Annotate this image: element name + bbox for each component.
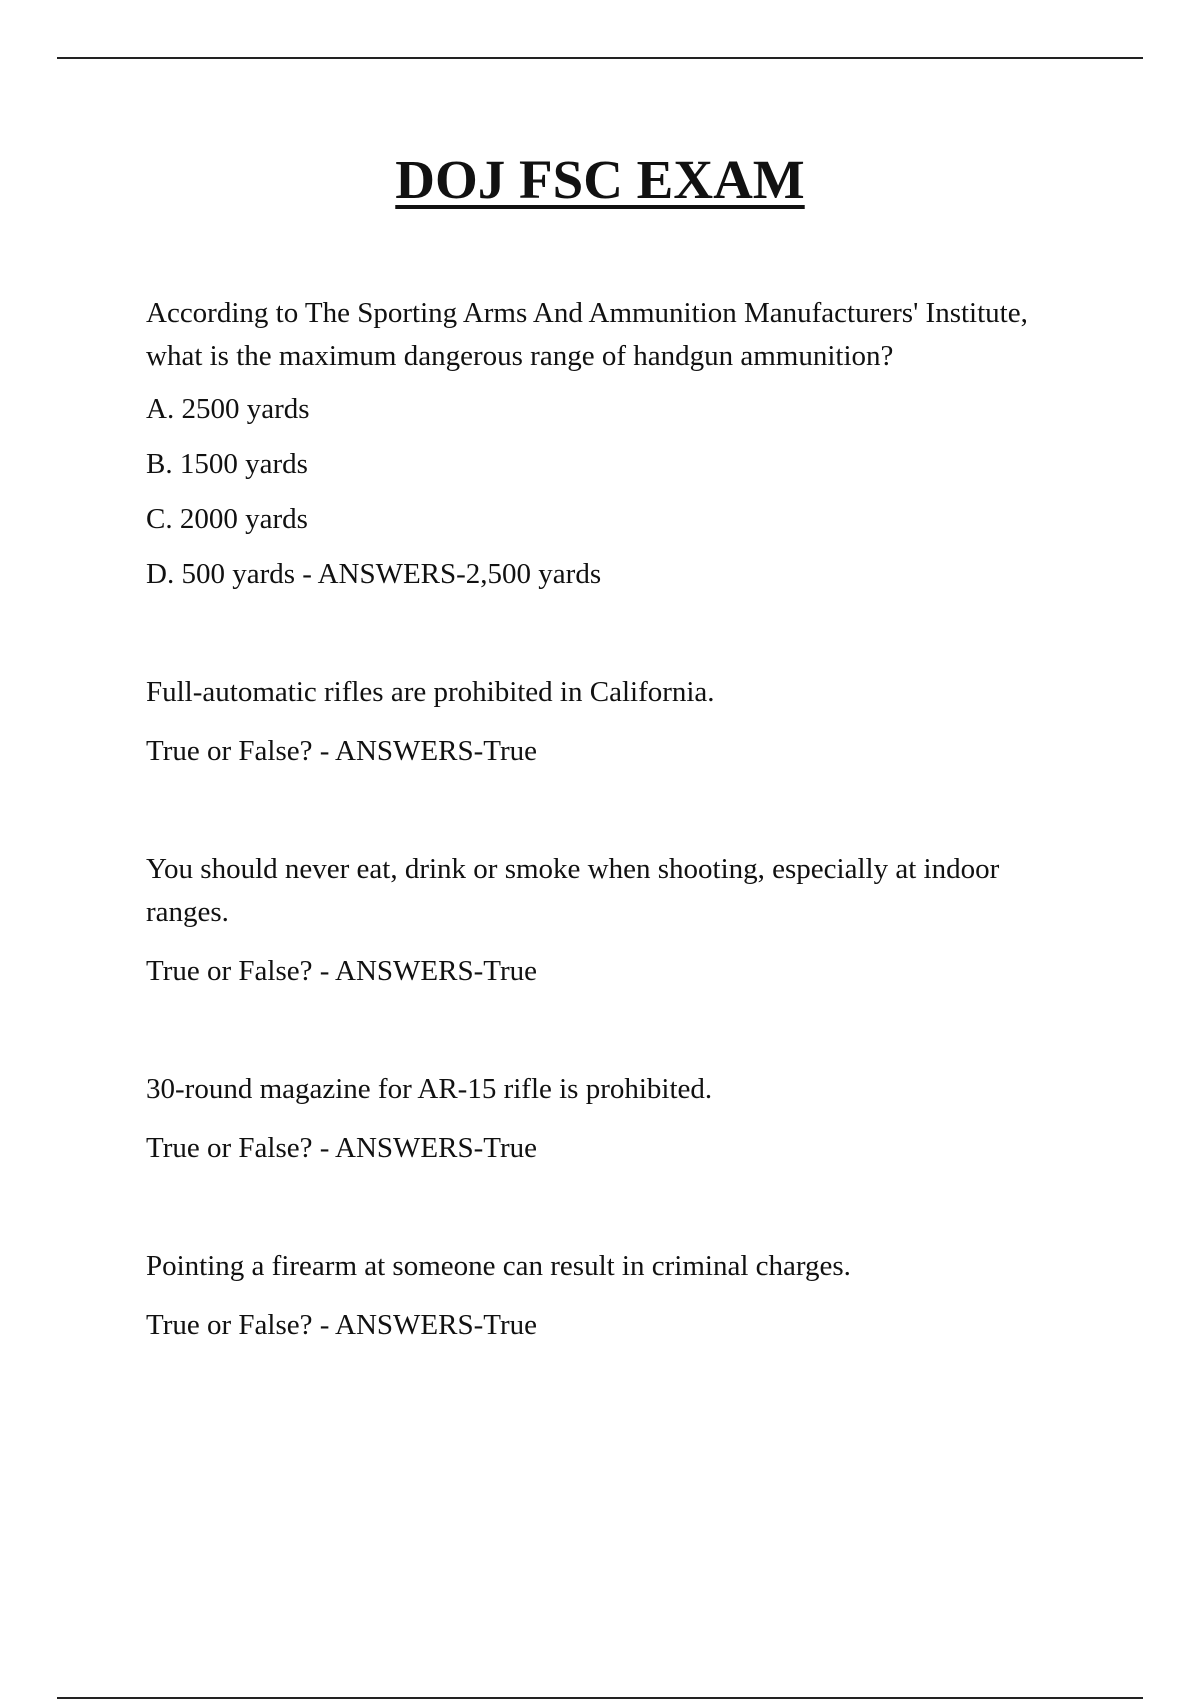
question-prompt: 30-round magazine for AR-15 rifle is prohibited. <box>146 1073 713 1105</box>
question-2 <box>146 671 1046 773</box>
question-answer: True or False? - ANSWERS-True <box>146 735 537 767</box>
question-4 <box>146 1068 1046 1170</box>
question-3 <box>146 848 1046 993</box>
question-5 <box>146 1245 1046 1347</box>
question-answer: True or False? - ANSWERS-True <box>146 1132 537 1164</box>
question-1 <box>146 292 1046 596</box>
answer-option-c: C. 2000 yards <box>146 503 308 535</box>
answer-option-a: A. 2500 yards <box>146 393 310 425</box>
document-title-text: DOJ FSC EXAM <box>395 149 805 210</box>
top-divider <box>57 57 1143 59</box>
bottom-divider <box>57 1697 1143 1699</box>
question-list <box>146 292 1046 1422</box>
question-prompt: You should never eat, drink or smoke when shooting, especially at indoor ranges. <box>146 853 1000 928</box>
document-title <box>0 148 1200 212</box>
question-prompt: Pointing a firearm at someone can result in criminal charges. <box>146 1250 851 1282</box>
question-answer: True or False? - ANSWERS-True <box>146 1309 537 1341</box>
question-prompt: According to The Sporting Arms And Ammunition Manufacturers' Institute, what is the maximum dangerous range of handgun ammunition? <box>146 297 1028 372</box>
answer-option-d: D. 500 yards - ANSWERS-2,500 yards <box>146 558 602 590</box>
question-answer: True or False? - ANSWERS-True <box>146 955 537 987</box>
answer-option-b: B. 1500 yards <box>146 448 308 480</box>
question-prompt: Full-automatic rifles are prohibited in California. <box>146 676 715 708</box>
